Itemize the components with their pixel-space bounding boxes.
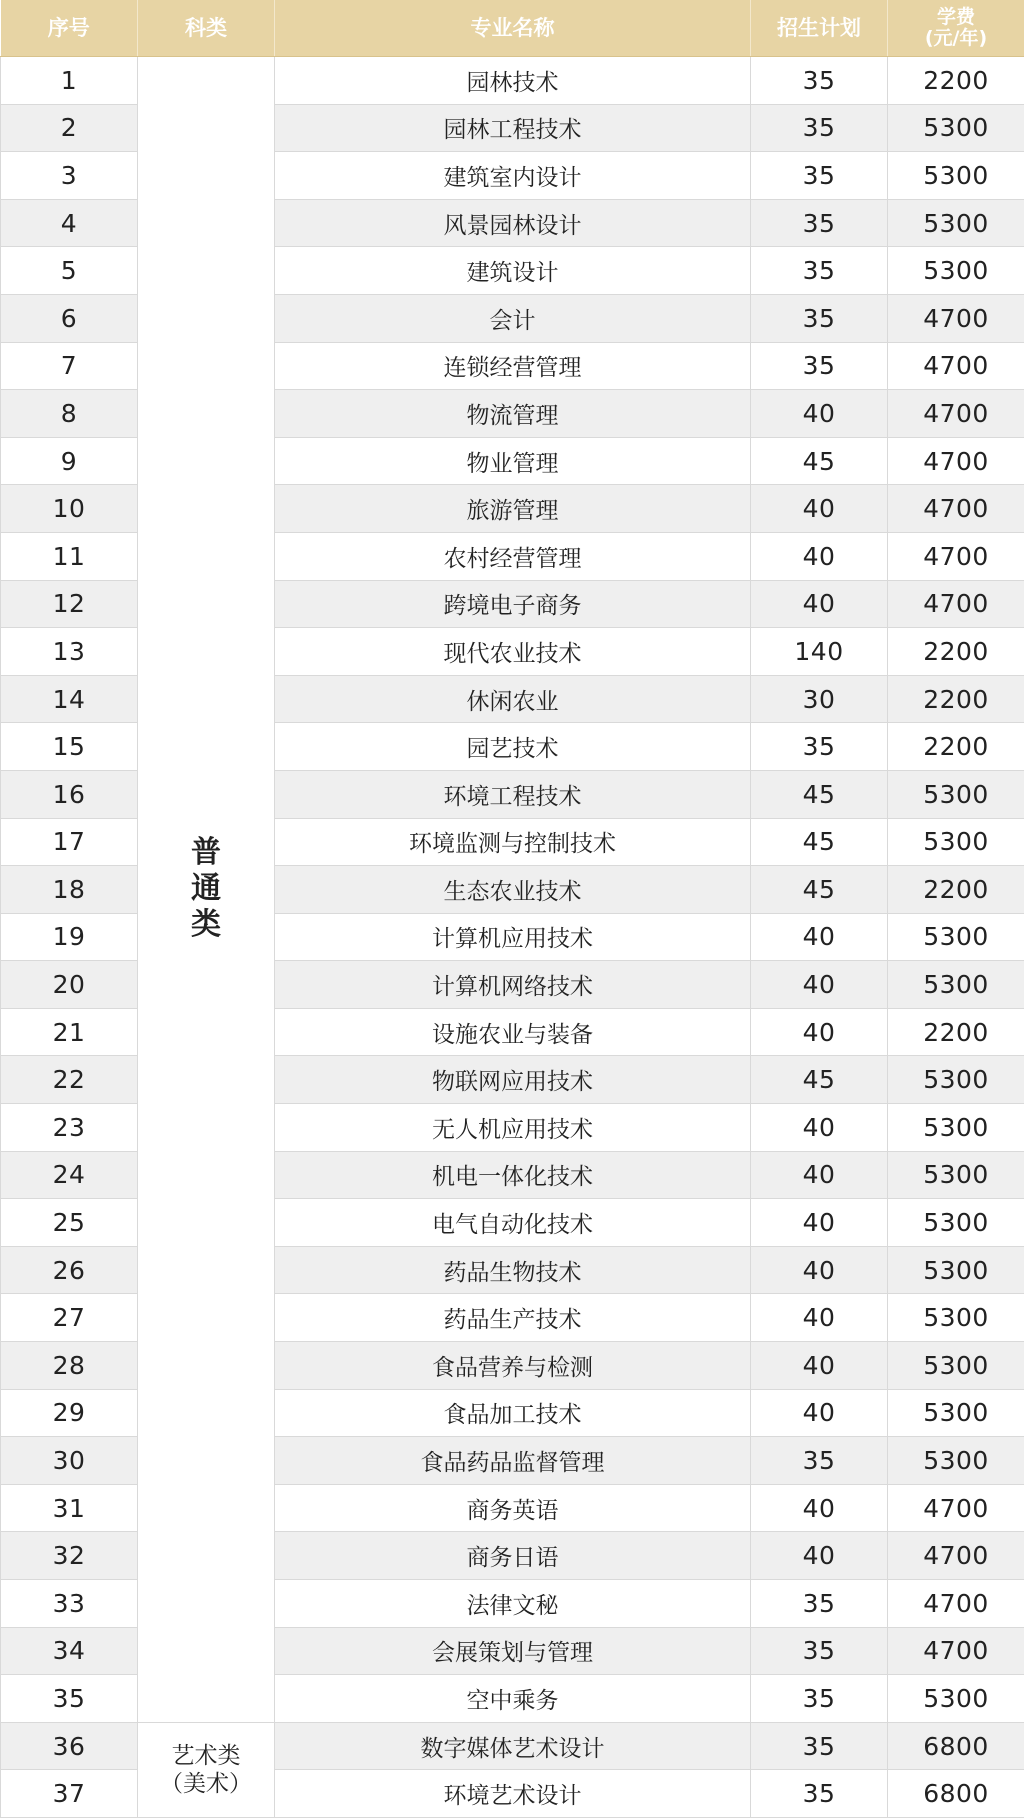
row-index: 13 xyxy=(1,628,138,676)
row-major-name: 环境监测与控制技术 xyxy=(275,818,751,866)
category-art xyxy=(138,1722,275,1817)
row-tuition-fee: 4700 xyxy=(888,342,1024,390)
row-index: 26 xyxy=(1,1246,138,1294)
row-major-name: 法律文秘 xyxy=(275,1580,751,1628)
row-index: 8 xyxy=(1,390,138,438)
row-major-name: 会计 xyxy=(275,294,751,342)
row-major-name: 数字媒体艺术设计 xyxy=(275,1722,751,1770)
row-major-name: 食品营养与检测 xyxy=(275,1342,751,1390)
table-row xyxy=(1,57,1024,105)
row-enrollment-plan: 40 xyxy=(751,1484,888,1532)
row-major-name: 环境艺术设计 xyxy=(275,1770,751,1818)
row-major-name: 休闲农业 xyxy=(275,675,751,723)
row-major-name: 物业管理 xyxy=(275,437,751,485)
row-major-name: 跨境电子商务 xyxy=(275,580,751,628)
row-major-name: 会展策划与管理 xyxy=(275,1627,751,1675)
row-major-name: 食品药品监督管理 xyxy=(275,1437,751,1485)
row-index: 6 xyxy=(1,294,138,342)
row-tuition-fee: 5300 xyxy=(888,1056,1024,1104)
row-tuition-fee: 5300 xyxy=(888,1104,1024,1152)
row-tuition-fee: 2200 xyxy=(888,866,1024,914)
row-enrollment-plan: 45 xyxy=(751,1056,888,1104)
row-tuition-fee: 2200 xyxy=(888,723,1024,771)
row-enrollment-plan: 35 xyxy=(751,1627,888,1675)
row-enrollment-plan: 35 xyxy=(751,342,888,390)
row-major-name: 电气自动化技术 xyxy=(275,1199,751,1247)
row-major-name: 设施农业与装备 xyxy=(275,1008,751,1056)
category-art-label: 艺术类 xyxy=(171,1742,241,1769)
header-fee xyxy=(888,0,1024,57)
row-enrollment-plan: 35 xyxy=(751,104,888,152)
row-major-name: 环境工程技术 xyxy=(275,770,751,818)
row-major-name: 无人机应用技术 xyxy=(275,1104,751,1152)
row-tuition-fee: 2200 xyxy=(888,57,1024,105)
row-tuition-fee: 5300 xyxy=(888,1151,1024,1199)
table-body xyxy=(1,57,1024,1818)
header-major: 专业名称 xyxy=(275,0,751,57)
row-tuition-fee: 4700 xyxy=(888,390,1024,438)
row-index: 31 xyxy=(1,1484,138,1532)
row-index: 20 xyxy=(1,961,138,1009)
table-row xyxy=(1,1722,1024,1770)
row-index: 19 xyxy=(1,913,138,961)
row-tuition-fee: 2200 xyxy=(888,675,1024,723)
row-major-name: 食品加工技术 xyxy=(275,1389,751,1437)
row-enrollment-plan: 40 xyxy=(751,1294,888,1342)
row-index: 28 xyxy=(1,1342,138,1390)
row-tuition-fee: 5300 xyxy=(888,961,1024,1009)
row-enrollment-plan: 35 xyxy=(751,57,888,105)
row-tuition-fee: 2200 xyxy=(888,1008,1024,1056)
row-enrollment-plan: 40 xyxy=(751,1008,888,1056)
row-tuition-fee: 4700 xyxy=(888,1580,1024,1628)
row-major-name: 风景园林设计 xyxy=(275,199,751,247)
row-major-name: 农村经营管理 xyxy=(275,532,751,580)
row-index: 32 xyxy=(1,1532,138,1580)
row-index: 37 xyxy=(1,1770,138,1818)
row-major-name: 物联网应用技术 xyxy=(275,1056,751,1104)
row-index: 4 xyxy=(1,199,138,247)
row-index: 10 xyxy=(1,485,138,533)
row-tuition-fee: 4700 xyxy=(888,1627,1024,1675)
row-tuition-fee: 4700 xyxy=(888,485,1024,533)
row-enrollment-plan: 40 xyxy=(751,1342,888,1390)
row-enrollment-plan: 40 xyxy=(751,1104,888,1152)
row-enrollment-plan: 40 xyxy=(751,913,888,961)
row-tuition-fee: 5300 xyxy=(888,1246,1024,1294)
row-index: 1 xyxy=(1,57,138,105)
row-tuition-fee: 5300 xyxy=(888,913,1024,961)
row-major-name: 连锁经营管理 xyxy=(275,342,751,390)
row-tuition-fee: 2200 xyxy=(888,628,1024,676)
row-tuition-fee: 5300 xyxy=(888,1199,1024,1247)
row-tuition-fee: 5300 xyxy=(888,1342,1024,1390)
row-index: 17 xyxy=(1,818,138,866)
category-general xyxy=(138,57,275,1723)
row-enrollment-plan: 40 xyxy=(751,580,888,628)
row-index: 7 xyxy=(1,342,138,390)
row-index: 22 xyxy=(1,1056,138,1104)
row-index: 24 xyxy=(1,1151,138,1199)
row-major-name: 药品生产技术 xyxy=(275,1294,751,1342)
row-index: 21 xyxy=(1,1008,138,1056)
row-major-name: 商务英语 xyxy=(275,1484,751,1532)
row-enrollment-plan: 35 xyxy=(751,1675,888,1723)
row-tuition-fee: 5300 xyxy=(888,770,1024,818)
row-index: 25 xyxy=(1,1199,138,1247)
row-enrollment-plan: 45 xyxy=(751,770,888,818)
row-tuition-fee: 4700 xyxy=(888,294,1024,342)
row-major-name: 空中乘务 xyxy=(275,1675,751,1723)
row-index: 33 xyxy=(1,1580,138,1628)
header-fee-line1: 学费 xyxy=(936,6,975,28)
row-tuition-fee: 6800 xyxy=(888,1770,1024,1818)
row-index: 36 xyxy=(1,1722,138,1770)
header-index: 序号 xyxy=(1,0,138,57)
row-major-name: 物流管理 xyxy=(275,390,751,438)
row-major-name: 商务日语 xyxy=(275,1532,751,1580)
row-index: 35 xyxy=(1,1675,138,1723)
row-tuition-fee: 4700 xyxy=(888,1532,1024,1580)
row-major-name: 建筑室内设计 xyxy=(275,152,751,200)
row-enrollment-plan: 40 xyxy=(751,1246,888,1294)
row-index: 2 xyxy=(1,104,138,152)
row-enrollment-plan: 35 xyxy=(751,152,888,200)
row-index: 12 xyxy=(1,580,138,628)
header-row xyxy=(1,0,1024,57)
row-major-name: 生态农业技术 xyxy=(275,866,751,914)
row-index: 15 xyxy=(1,723,138,771)
row-index: 9 xyxy=(1,437,138,485)
row-major-name: 机电一体化技术 xyxy=(275,1151,751,1199)
row-enrollment-plan: 35 xyxy=(751,247,888,295)
row-enrollment-plan: 40 xyxy=(751,1151,888,1199)
row-enrollment-plan: 140 xyxy=(751,628,888,676)
row-tuition-fee: 5300 xyxy=(888,1437,1024,1485)
row-enrollment-plan: 40 xyxy=(751,1199,888,1247)
row-enrollment-plan: 40 xyxy=(751,390,888,438)
row-major-name: 园林技术 xyxy=(275,57,751,105)
row-index: 3 xyxy=(1,152,138,200)
header-fee-line2: (元/年) xyxy=(924,27,988,49)
row-index: 30 xyxy=(1,1437,138,1485)
row-major-name: 计算机应用技术 xyxy=(275,913,751,961)
row-index: 11 xyxy=(1,532,138,580)
row-enrollment-plan: 35 xyxy=(751,1722,888,1770)
row-tuition-fee: 5300 xyxy=(888,818,1024,866)
category-art-sublabel: （美术） xyxy=(160,1770,252,1797)
row-enrollment-plan: 40 xyxy=(751,532,888,580)
row-major-name: 计算机网络技术 xyxy=(275,961,751,1009)
row-major-name: 现代农业技术 xyxy=(275,628,751,676)
row-enrollment-plan: 35 xyxy=(751,199,888,247)
row-enrollment-plan: 40 xyxy=(751,961,888,1009)
row-index: 29 xyxy=(1,1389,138,1437)
row-index: 23 xyxy=(1,1104,138,1152)
row-enrollment-plan: 45 xyxy=(751,437,888,485)
row-enrollment-plan: 45 xyxy=(751,866,888,914)
row-index: 27 xyxy=(1,1294,138,1342)
row-major-name: 旅游管理 xyxy=(275,485,751,533)
row-enrollment-plan: 30 xyxy=(751,675,888,723)
row-tuition-fee: 4700 xyxy=(888,580,1024,628)
row-tuition-fee: 5300 xyxy=(888,199,1024,247)
category-general-label: 普通类 xyxy=(191,835,221,943)
row-enrollment-plan: 45 xyxy=(751,818,888,866)
row-tuition-fee: 5300 xyxy=(888,152,1024,200)
row-index: 18 xyxy=(1,866,138,914)
row-tuition-fee: 4700 xyxy=(888,532,1024,580)
header-plan: 招生计划 xyxy=(751,0,888,57)
table-header xyxy=(1,0,1024,57)
row-tuition-fee: 5300 xyxy=(888,247,1024,295)
row-index: 34 xyxy=(1,1627,138,1675)
header-category: 科类 xyxy=(138,0,275,57)
row-tuition-fee: 5300 xyxy=(888,104,1024,152)
row-tuition-fee: 4700 xyxy=(888,1484,1024,1532)
row-enrollment-plan: 35 xyxy=(751,1437,888,1485)
row-index: 16 xyxy=(1,770,138,818)
row-major-name: 建筑设计 xyxy=(275,247,751,295)
row-enrollment-plan: 35 xyxy=(751,294,888,342)
row-tuition-fee: 5300 xyxy=(888,1389,1024,1437)
row-tuition-fee: 6800 xyxy=(888,1722,1024,1770)
row-index: 14 xyxy=(1,675,138,723)
row-enrollment-plan: 40 xyxy=(751,485,888,533)
row-enrollment-plan: 40 xyxy=(751,1532,888,1580)
row-tuition-fee: 5300 xyxy=(888,1675,1024,1723)
row-tuition-fee: 4700 xyxy=(888,437,1024,485)
row-major-name: 园林工程技术 xyxy=(275,104,751,152)
row-major-name: 药品生物技术 xyxy=(275,1246,751,1294)
row-tuition-fee: 5300 xyxy=(888,1294,1024,1342)
row-enrollment-plan: 40 xyxy=(751,1389,888,1437)
row-enrollment-plan: 35 xyxy=(751,1580,888,1628)
row-enrollment-plan: 35 xyxy=(751,723,888,771)
row-index: 5 xyxy=(1,247,138,295)
row-enrollment-plan: 35 xyxy=(751,1770,888,1818)
row-major-name: 园艺技术 xyxy=(275,723,751,771)
